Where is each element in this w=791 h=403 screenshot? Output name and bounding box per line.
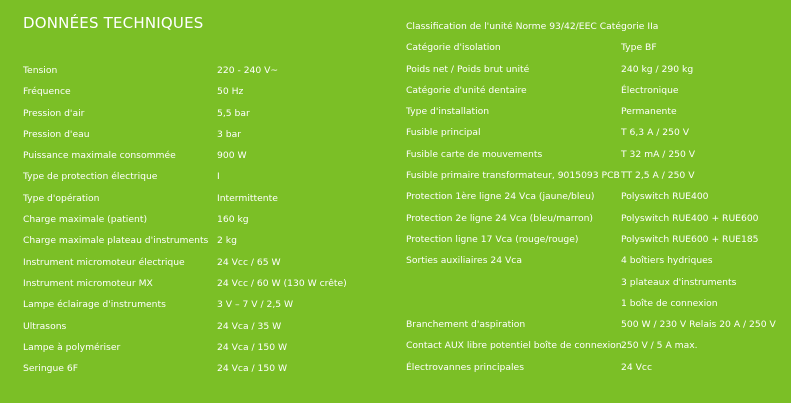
spec-value: 24 Vcc: [621, 361, 652, 373]
spec-value: 1 boîte de connexion: [621, 297, 718, 309]
spec-label: Poids net / Poids brut unité: [406, 63, 530, 75]
spec-label: Électrovannes principales: [406, 361, 524, 373]
spec-row: [23, 81, 363, 102]
spec-value: Polyswitch RUE400: [621, 191, 709, 203]
spec-label: Type de protection électrique: [23, 171, 158, 183]
spec-row: [406, 165, 786, 186]
spec-row: [23, 124, 363, 145]
spec-label: Instrument micromoteur électrique: [23, 256, 185, 268]
spec-row: [23, 337, 363, 358]
spec-value: Électronique: [621, 84, 679, 96]
spec-label: Tension: [23, 65, 58, 76]
spec-value: 4 boîtiers hydriques: [621, 255, 713, 267]
right-spec-table: [406, 16, 786, 378]
spec-row: [23, 316, 363, 337]
spec-row: [23, 252, 363, 273]
spec-row: [23, 103, 363, 124]
spec-label: Fusible principal: [406, 127, 481, 139]
spec-value: 50 Hz: [217, 86, 244, 98]
spec-value: 900 W: [217, 150, 247, 162]
left-spec-table: [23, 60, 363, 379]
spec-value: 24 Vca / 35 W: [217, 320, 282, 332]
spec-value: 24 Vcc / 65 W: [217, 256, 281, 268]
spec-value: 250 V / 5 A max.: [621, 340, 698, 352]
spec-label: Classification de l'unité Norme 93/42/EEC Catégorie IIa: [406, 21, 659, 32]
spec-row: [406, 186, 786, 207]
spec-label: Type d'opération: [23, 192, 100, 204]
spec-row: [406, 335, 786, 356]
spec-label: Fréquence: [23, 86, 71, 98]
spec-label: Contact AUX libre potentiel boîte de connexion: [406, 340, 622, 352]
spec-row: [406, 122, 786, 143]
spec-row: [406, 80, 786, 101]
spec-value: T 32 mA / 250 V: [621, 148, 696, 160]
spec-row: [406, 101, 786, 122]
spec-label: [406, 293, 621, 314]
spec-label: Charge maximale plateau d'instruments: [23, 235, 209, 247]
spec-label: Pression d'air: [23, 107, 85, 119]
spec-row: [23, 358, 363, 379]
spec-label: Pression d'eau: [23, 128, 90, 140]
spec-label: Fusible primaire transformateur, 9015093 PCB: [406, 170, 620, 182]
spec-value: TT 2,5 A / 250 V: [621, 170, 695, 182]
spec-row: [23, 188, 363, 209]
spec-value: 3 V – 7 V / 2,5 W: [217, 299, 294, 311]
spec-row: [23, 60, 363, 81]
spec-value: 24 Vcc / 60 W (130 W crête): [217, 277, 347, 289]
spec-row: [406, 59, 786, 80]
spec-value: Type BF: [621, 42, 657, 54]
spec-row: [23, 273, 363, 294]
spec-value: 500 W / 230 V Relais 20 A / 250 V: [621, 319, 776, 331]
spec-value: [621, 16, 786, 37]
spec-label: Puissance maximale consommée: [23, 150, 176, 162]
spec-label: Type d'installation: [406, 106, 490, 118]
spec-value: 160 kg: [217, 214, 249, 226]
spec-value: Polyswitch RUE400 + RUE600: [621, 212, 759, 224]
spec-label: Protection ligne 17 Vca (rouge/rouge): [406, 233, 579, 245]
spec-row: [23, 209, 363, 230]
spec-label: Branchement d'aspiration: [406, 319, 526, 331]
spec-label: Seringue 6F: [23, 363, 78, 375]
spec-row: [406, 229, 786, 250]
spec-value: 3 bar: [217, 128, 242, 140]
spec-label: Instrument micromoteur MX: [23, 277, 153, 289]
spec-value: 5,5 bar: [217, 107, 250, 119]
spec-label: Protection 1ère ligne 24 Vca (jaune/bleu): [406, 191, 595, 203]
spec-row: [406, 314, 786, 335]
spec-row: [406, 208, 786, 229]
spec-value: Polyswitch RUE600 + RUE185: [621, 233, 759, 245]
spec-label: Catégorie d'isolation: [406, 42, 501, 54]
spec-value: 2 kg: [217, 235, 237, 247]
spec-value: 24 Vca / 150 W: [217, 341, 288, 353]
spec-row: [23, 294, 363, 315]
spec-label: Lampe éclairage d'instruments: [23, 299, 166, 311]
spec-label: Charge maximale (patient): [23, 214, 148, 226]
spec-value: Permanente: [621, 106, 677, 118]
spec-value: 24 Vca / 150 W: [217, 363, 288, 375]
spec-value: T 6,3 A / 250 V: [621, 127, 690, 139]
spec-label: Protection 2e ligne 24 Vca (bleu/marron): [406, 212, 593, 224]
spec-row: [406, 293, 786, 314]
spec-value: 240 kg / 290 kg: [621, 63, 694, 75]
spec-value: 220 - 240 V~: [217, 65, 279, 76]
spec-label: Sorties auxiliaires 24 Vca: [406, 255, 522, 267]
spec-row: [406, 357, 786, 378]
spec-label: [406, 272, 621, 293]
spec-value: Intermittente: [217, 192, 278, 204]
spec-label: Lampe à polymériser: [23, 341, 121, 353]
spec-value: 3 plateaux d'instruments: [621, 276, 737, 288]
spec-value: I: [217, 171, 220, 183]
spec-row: [406, 250, 786, 271]
page-title: DONNÉES TECHNIQUES: [23, 14, 204, 32]
spec-row: [23, 145, 363, 166]
spec-label: Fusible carte de mouvements: [406, 148, 543, 160]
spec-label: Ultrasons: [23, 320, 67, 332]
spec-row: [23, 166, 363, 187]
spec-row: [406, 16, 786, 37]
spec-row: [406, 272, 786, 293]
spec-row: [23, 230, 363, 251]
spec-label: Catégorie d'unité dentaire: [406, 84, 527, 96]
spec-row: [406, 144, 786, 165]
spec-row: [406, 37, 786, 58]
